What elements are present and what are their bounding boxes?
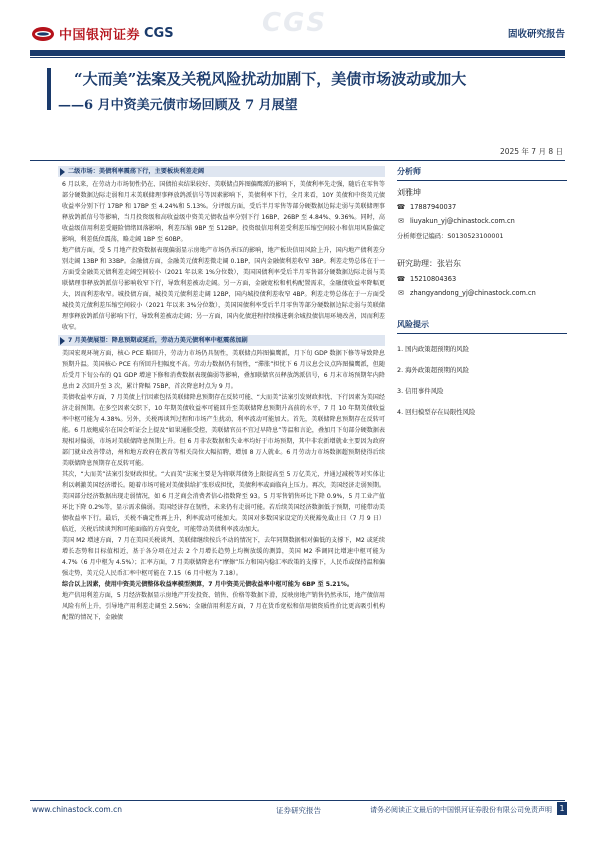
footer-divider — [30, 800, 565, 801]
logo-mark-icon — [31, 26, 55, 42]
report-date: 2025 年 7 月 8 日 — [499, 147, 563, 156]
section-heading-outlook — [58, 335, 385, 346]
risk-item: 1. 国内政策超预期的风险 — [397, 345, 470, 353]
footer-disclaimer: 请务必阅读正文最后的中国银河证券股份有限公司免责声明 — [370, 806, 552, 814]
assistant-label: 研究助理：张岩东 — [397, 259, 461, 268]
footer-report-label: 证券研究报告 — [276, 806, 321, 815]
analyst-email[interactable]: liuyakun_yj@chinastock.com.cn — [410, 217, 515, 225]
analyst-phone: 17887940037 — [410, 203, 457, 211]
company-logo — [31, 24, 174, 43]
report-type: 固收研究报告 — [507, 29, 565, 40]
paragraph: 美债收益率方面，7 月美债上行因素包括美联储降息预期存在反转可能、“大而美”法案引发财政担忧、下行因素为美国经济走弱预期。在多空因素交织下，10 年期美债收益率可能回升至美联储降息预期升高前的水平，7 月 10 年期美债收益率中枢可能为 4.38%。另外，关税再谈判过程和市场产生扰动，利率波动可能加大。首先，美联储降息预期存在反转可能。6 月底鲍威尔在国会听证会上提及“如果通胀受控，美联储官员不宜过早降息”等温和言论，叠加月下旬部分硬数据表现相对偏弱，市场对美联储降息预期上升。但 6 月非农数据和失业率均好于市场预期，其中非农新增就业主要因为政府部门就业改善带动，州和地方政府在教育等相关岗位大幅招聘，增加 8 万人就业。6 月劳动力市场数据超预期使得后续美联储降息预期存在反转可能。 — [62, 394, 385, 467]
section-heading-text: 7 月美债展望：降息预期或延后，劳动力美元债利率中枢震荡加剧 — [68, 337, 248, 344]
section-heading-secondary-market — [58, 166, 385, 177]
paragraph: 其次，“大而美”法案引发财政担忧。“大而美”法案主要是为将联邦债务上限提高至 5 万亿美元，并通过减税等对实体让利以刺激美国经济增长。随着市场可能对美债供给扩张形成担忧，美债利率或面临向上压力。再次，美国经济走弱预期。美国部分经济数据出现走弱情况，如 6 月芝商会消费者信心指数降至 93。5 月零售销售环比下降 0.9%，5 月工业产值环比下降 0.2%等，显示需求偏弱。美国经济存在韧性，未来仍有走弱可能。若后续美国经济数据低于预期，可能带动美债收益率下行。最后，关税不确定性再上升，利率波动可能加大。美国对多数国家设定的关税豁免截止日（7 月 9 日）临近，关税后续谈判和可能面临的方向变化，可能带动美债利率波动加大。 — [62, 471, 385, 533]
logo-text: 中国银河证券 — [59, 28, 141, 43]
logo-cgs: CGS — [144, 26, 174, 41]
header-watermark: CGS — [262, 8, 328, 38]
triangle-bullet-icon — [60, 168, 65, 176]
triangle-bullet-icon — [60, 337, 65, 345]
page-number: 1 — [557, 802, 567, 815]
analyst-registration: 分析师登记编码：S0130523100001 — [397, 233, 504, 240]
report-subtitle: ——6 月中资美元债市场回顾及 7 月展望 — [58, 98, 298, 113]
main-content — [62, 166, 385, 623]
date-divider — [30, 160, 565, 161]
assistant-phone-row — [397, 275, 567, 283]
paragraph: 美国 M2 增速方面，7 月在美国关税谈判、美联储继续按兵不动的情况下，去年同期数据相对偏低的支撑下，M2 或延续增长态势和目标值相近，基于各分项在过去 2 个月增长趋势上均衡放缓的测算，美国 M2 季调同比增速中枢可能为 4.7%（6 月中枢为 4.5%）；汇率方面，7 月美联储降息有“摩擦”压力和国内稳汇率政策的支撑下，人民币或保持温和偏强走势，美元兑人民币汇率中枢可能在 7.15（6 月中枢为 7.18）。 — [62, 537, 385, 577]
report-title: “大而美”法案及关税风险扰动加剧下，美债市场波动或加大 — [74, 70, 467, 88]
analyst-phone-row — [397, 203, 567, 211]
header-divider — [30, 50, 565, 56]
assistant-email-row — [397, 289, 567, 297]
risk-item: 3. 信用事件风险 — [397, 387, 444, 395]
risk-item: 2. 海外政策超预期的风险 — [397, 366, 470, 374]
title-accent-bar — [47, 68, 51, 110]
section-heading-text: 二级市场：美债利率震荡下行，主要板块利差走阔 — [68, 168, 205, 175]
assistant-email[interactable]: zhangyandong_yj@chinastock.com.cn — [410, 289, 536, 297]
analyst-email-row — [397, 217, 567, 225]
analyst-name: 刘雅坤 — [397, 188, 421, 197]
email-icon: ✉ — [398, 217, 404, 225]
paragraph: 综合以上因素，使用中资美元债整体收益率模型测算，7 月中资美元债收益率中枢可能为 6BP 至 5.21%。 — [62, 581, 353, 588]
paragraph: 6 月以来，在劳动力市场韧性仍在、国债拍卖结果较好、美联储点阵图偏鹰派的影响下，美债利率先走强，随后在零售等部分硬数据边际走弱和月末美联储理事释放鸽派信号等因素影响下，美债利率下行，全月来看，10Y 美债和中资美元债收益率分别下行 17BP 和 17BP 至 4.24%和 5.13%。分评级方面，受后半月零售等部分硬数据边际走弱与美联储理事释放鸽派信号等影响，当月投资级和高收益级中资美元债收益率分别下行 16BP、26BP 至 4.84%、9.36%。同时，高收益级信用利差受避险情绪回落影响，利差压缩 9BP 至 512BP。投资级信用利差受利差压缩空间较小和信用风险偏定影响，利差低位震荡，略走阔 1BP 至 60BP。 — [62, 181, 385, 243]
phone-icon: ☎ — [396, 275, 406, 283]
header-divider-thin — [30, 57, 565, 58]
sidebar — [397, 166, 567, 428]
email-icon: ✉ — [398, 289, 404, 297]
paragraph: 美国宏观环境方面，核心 PCE 略回升，劳动力市场仍具韧性，美联储点阵图偏鹰派，月下旬 GDP 数据下修等导致降息预期升温。美国核心 PCE 有所回升但幅度不高。劳动力数据仍有韧性，“滞胀”担忧下 6 月议息会议点阵图偏鹰派，但随后受月下旬公布的 Q1 GDP 增速下修和消费数据表现偏弱等影响，叠加联储官员释放鸽派信号，6 月末市场预期年内降息由 2 次回升至 3 次，累计降幅 75BP，首次降息时点为 9 月。 — [62, 350, 385, 390]
paragraph: 地产债方面，受 5 月地产投资数据表现偏弱显示房地产市场仍承压的影响，地产板块信用风险上升，国内地产债利差分别走阔 13BP 和 33BP。金融债方面，金融美元债利差微走阔 0.1BP，国内金融债利差收窄 3BP。利差走势总体在于一方面受金融美元债利差走阔空间较小（2021 年以来 1%分位数），美国国债利率受后半月零售部分硬数据边际走弱与美联储理事释放鸽派信号影响收窄下行，导致利差被动走阔。另一方面，金融宽松和机构配置需求，金融债收益率降幅更大，因而利差收窄。城投债方面，城投美元债利差走阔 12BP，国内城投债利差收窄 4BP。利差走势总体在于一方面受城投美元债利差压缩空间较小（2021 年以来 3%分位数），美国国债利率受后半月零售等部分硬数据边际走弱与美联储理事释放鸽派信号影响下行，导致利差被动走阔；另一方面，国内化债进程持续推进剩余城投债信用环境改善，因而利差收窄。 — [62, 247, 385, 331]
phone-icon: ☎ — [396, 203, 406, 211]
assistant-phone: 15210804363 — [410, 275, 457, 283]
risk-item: 4. 回归模型存在局限性风险 — [397, 408, 476, 416]
analyst-section-title: 分析师 — [397, 166, 567, 181]
risk-section-title: 风险提示 — [397, 319, 567, 334]
footer-website-link[interactable]: www.chinastock.com.cn — [32, 805, 122, 814]
paragraph: 地产信用利差方面，5 月经济数据显示房地产开发投资、销售、价格等数据下滑，反映房地产销售仍然承压，地产债信用风险有所上升，引导地产用利差走阔至 2.56%；金融信用利差方面，7 月在货币宽松和信用债资质性价比更高吸引机构配置的情况下，金融债 — [62, 592, 385, 621]
